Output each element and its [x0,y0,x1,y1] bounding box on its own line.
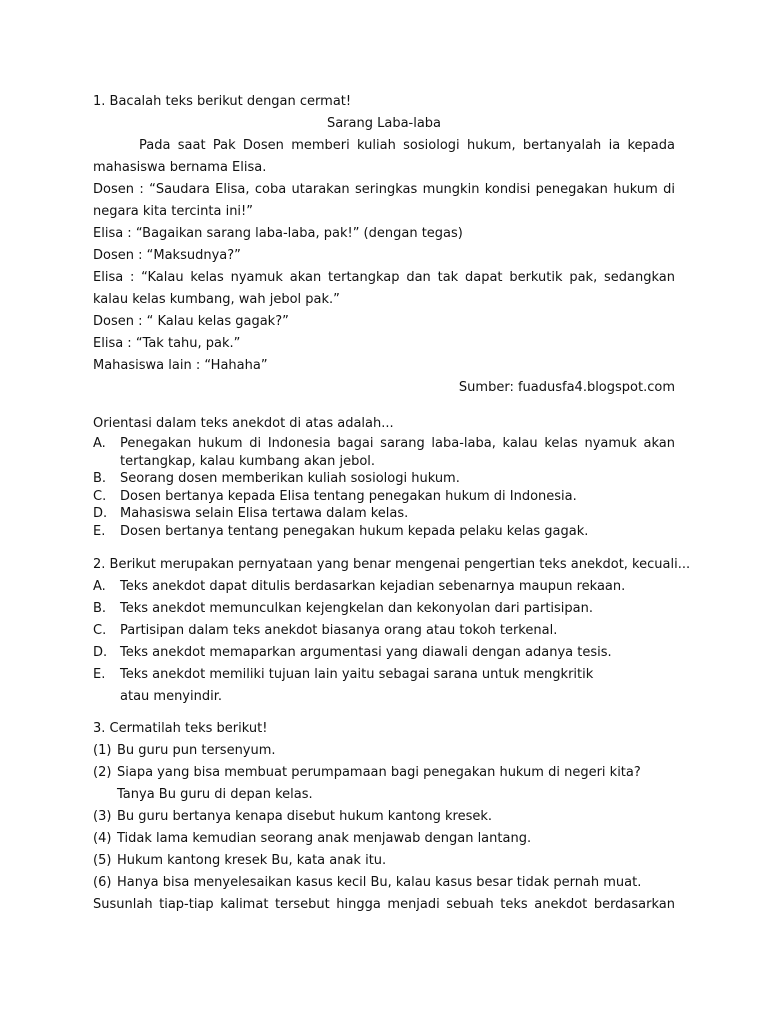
numbered-sentence [93,850,675,872]
option-letter: C. [93,488,107,504]
option-letter: D. [93,506,108,521]
answer-option [93,576,675,598]
question-2 [93,554,691,708]
answer-option [93,598,675,620]
option-letter: C. [93,623,107,638]
answer-option [93,523,675,541]
option-letter: E. [93,667,106,682]
sentence-number: (1) [93,743,112,758]
option-text: Seorang dosen memberikan kuliah sosiologi hukum. [120,471,460,486]
option-text: Dosen bertanya tentang penegakan hukum kepada pelaku kelas gagak. [120,523,589,539]
option-text: Teks anekdot dapat ditulis berdasarkan kejadian sebenarnya maupun rekaan. [120,579,626,594]
option-text: Teks anekdot memiliki tujuan lain yaitu sebagai sarana untuk mengkritik atau menyindir. [120,667,594,704]
answer-option [93,505,675,523]
question-3-instruction: Susunlah tiap-tiap kalimat tersebut hingga menjadi sebuah teks anekdot berdasarkan [93,897,675,912]
question-2-text: 2. Berikut merupakan pernyataan yang benar mengenai pengertian teks anekdot, kecuali... [93,557,691,572]
dialog-line: Dosen : “Maksudnya?” [93,248,241,263]
sentence-text: Siapa yang bisa membuat perumpamaan bagi penegakan hukum di negeri kita? Tanya Bu guru di depan kelas. [117,765,641,802]
numbered-sentence [93,828,675,850]
option-text: Teks anekdot memaparkan argumentasi yang diawali dengan adanya tesis. [120,645,612,660]
sentence-text: Bu guru bertanya kenapa disebut hukum kantong kresek. [117,809,493,824]
numbered-sentence [93,762,675,806]
question-1-text: Orientasi dalam teks anekdot di atas adalah... [93,416,394,431]
sentence-text: Hanya bisa menyelesaikan kasus kecil Bu, kalau kasus besar tidak pernah muat. [117,875,642,890]
sentence-number: (2) [93,765,112,780]
sentence-text: Hukum kantong kresek Bu, kata anak itu. [117,853,387,868]
sentence-number: (3) [93,809,112,824]
sentence-number: (5) [93,853,112,868]
option-text: Penegakan hukum di Indonesia bagai sarang laba-laba, kalau kelas nyamuk akan tertangkap, kalau kumbang akan jebol. [120,436,675,469]
source-citation: Sumber: fuadusfa4.blogspot.com [458,380,675,395]
option-letter: A. [93,579,106,594]
option-text: Teks anekdot memunculkan kejengkelan dan kekonyolan dari partisipan. [120,601,594,616]
numbered-sentence [93,872,675,894]
dialog-line: Dosen : “ Kalau kelas gagak?” [93,314,289,329]
sentence-number: (6) [93,875,112,890]
sentence-text: Bu guru pun tersenyum. [117,743,276,758]
option-letter: A. [93,436,106,451]
dialog-line: Dosen : “Saudara Elisa, coba utarakan seringkas mungkin kondisi penegakan hukum di negara kita tercinta ini!” [93,182,675,219]
option-text: Mahasiswa selain Elisa tertawa dalam kelas. [120,506,409,521]
dialog-line: Elisa : “Bagaikan sarang laba-laba, pak!” (dengan tegas) [93,226,463,241]
numbered-sentence [93,740,675,762]
dialog-line: Mahasiswa lain : “Hahaha” [93,358,268,373]
option-text: Dosen bertanya kepada Elisa tentang penegakan hukum di Indonesia. [120,488,577,504]
answer-option [93,620,675,642]
question-1-prompt: 1. Bacalah teks berikut dengan cermat! [93,94,352,109]
question-3-prompt: 3. Cermatilah teks berikut! [93,721,268,736]
answer-option [93,470,675,488]
option-letter: E. [93,523,106,539]
option-letter: B. [93,601,107,616]
dialog-line: Elisa : “Tak tahu, pak.” [93,336,241,351]
option-letter: B. [93,471,107,486]
dialog-line: Elisa : “Kalau kelas nyamuk akan tertangkap dan tak dapat berkutik pak, sedangkan kalau kelas kumbang, wah jebol pak.” [93,270,675,307]
option-text: Partisipan dalam teks anekdot biasanya orang atau tokoh terkenal. [120,623,558,638]
option-letter: D. [93,645,108,660]
answer-option [93,642,675,664]
story-title: Sarang Laba-laba [326,116,442,131]
sentence-number: (4) [93,831,112,846]
answer-option [93,488,675,506]
sentence-text: Tidak lama kemudian seorang anak menjawab dengan lantang. [117,831,532,846]
document-content [93,91,691,916]
answer-option [93,435,675,470]
answer-option [93,664,675,708]
story-paragraph: Pada saat Pak Dosen memberi kuliah sosiologi hukum, bertanyalah ia kepada mahasiswa bernama Elisa. [93,138,675,175]
numbered-sentence [93,806,675,828]
